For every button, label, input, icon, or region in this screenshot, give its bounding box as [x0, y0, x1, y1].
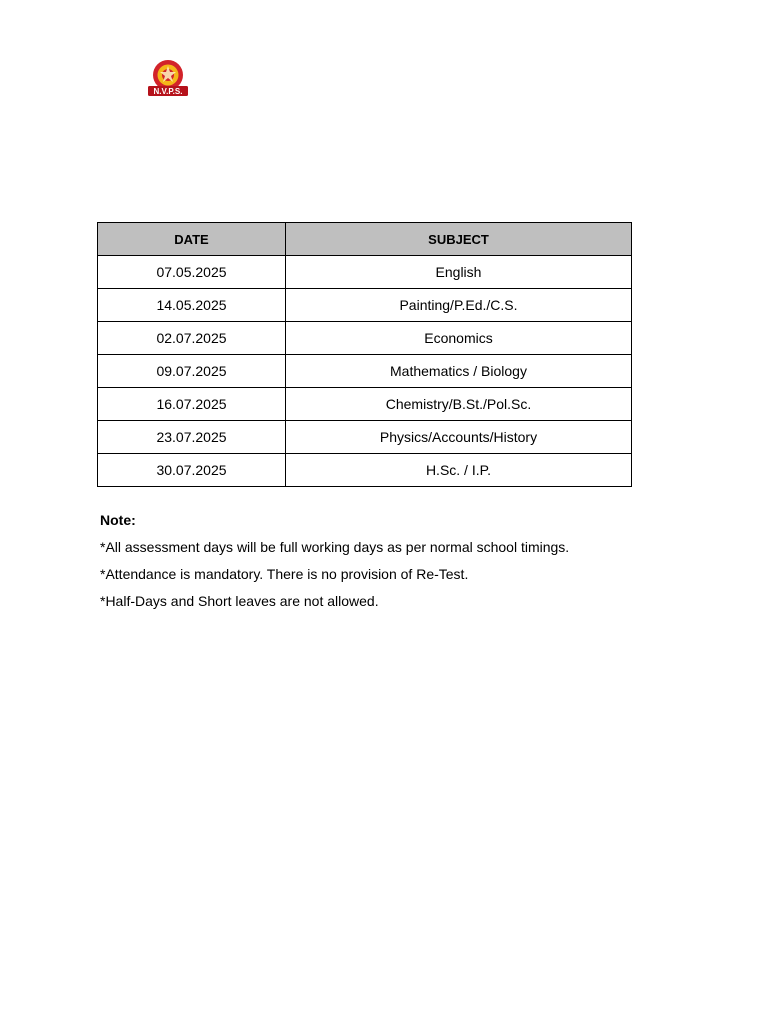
date-cell: 30.07.2025	[98, 454, 286, 487]
table-row	[98, 256, 632, 289]
notes-section	[100, 510, 700, 618]
school-emblem-icon	[146, 58, 190, 98]
date-cell: 23.07.2025	[98, 421, 286, 454]
subject-cell: Economics	[286, 322, 632, 355]
subject-cell: Painting/P.Ed./C.S.	[286, 289, 632, 322]
table-row	[98, 388, 632, 421]
date-column-header: DATE	[98, 223, 286, 256]
subject-cell: Mathematics / Biology	[286, 355, 632, 388]
note-line: *Attendance is mandatory. There is no provision of Re-Test.	[100, 566, 469, 582]
table-header-row	[98, 223, 632, 256]
table-row	[98, 289, 632, 322]
table-row	[98, 421, 632, 454]
date-cell: 07.05.2025	[98, 256, 286, 289]
subject-cell: Chemistry/B.St./Pol.Sc.	[286, 388, 632, 421]
date-cell: 02.07.2025	[98, 322, 286, 355]
date-cell: 16.07.2025	[98, 388, 286, 421]
school-logo	[146, 58, 190, 98]
subject-cell: Physics/Accounts/History	[286, 421, 632, 454]
logo-text: N.V.P.S.	[153, 87, 183, 96]
note-line: *All assessment days will be full working days as per normal school timings.	[100, 539, 570, 555]
subject-cell: H.Sc. / I.P.	[286, 454, 632, 487]
date-cell: 14.05.2025	[98, 289, 286, 322]
table-row	[98, 355, 632, 388]
note-line: *Half-Days and Short leaves are not allowed.	[100, 593, 379, 609]
exam-schedule-table	[97, 222, 632, 487]
table-row	[98, 322, 632, 355]
subject-cell: English	[286, 256, 632, 289]
subject-column-header: SUBJECT	[286, 223, 632, 256]
notes-title: Note:	[100, 512, 136, 528]
table-row	[98, 454, 632, 487]
date-cell: 09.07.2025	[98, 355, 286, 388]
